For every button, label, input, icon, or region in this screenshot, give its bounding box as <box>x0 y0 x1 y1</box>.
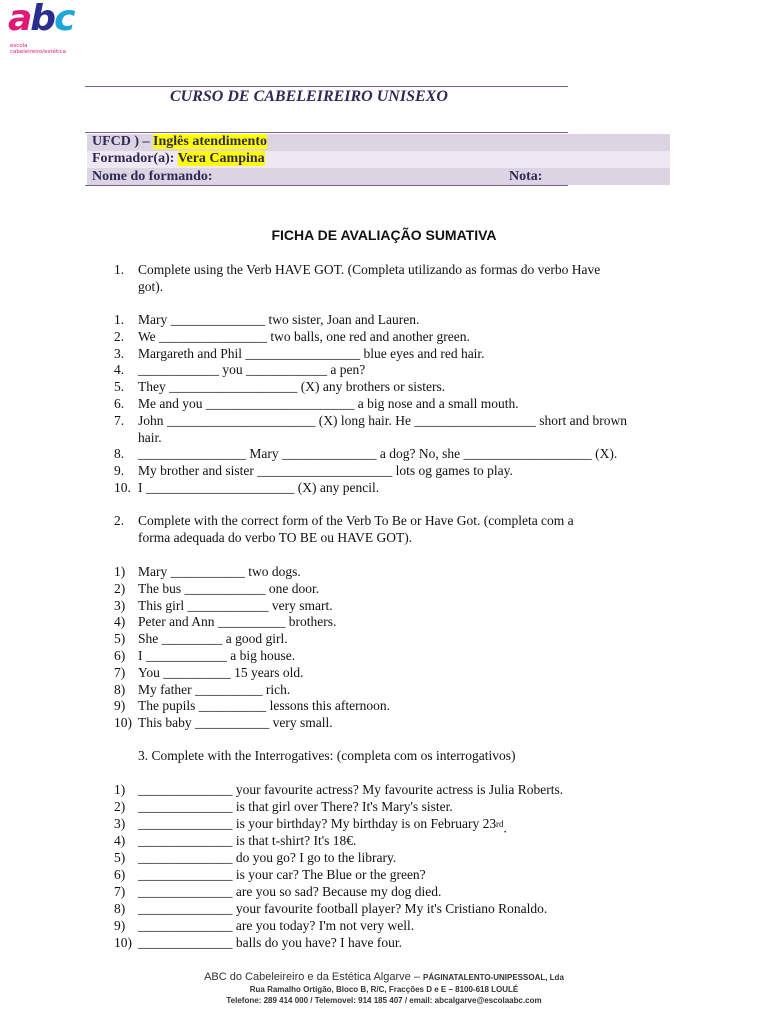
section1-number: 1. <box>114 262 125 277</box>
item-text: John ______________________ (X) long hair. He __________________ short and brown <box>138 412 627 428</box>
item-text: I ____________ a big house. <box>138 648 296 663</box>
item-text: Mary ______________ two sister, Joan and Lauren. <box>138 312 420 327</box>
item-suffix-punct: . <box>503 820 507 836</box>
item-number: 4. <box>114 362 125 378</box>
item-text: They ___________________ (X) any brothers or sisters. <box>138 379 446 395</box>
formador-row <box>92 151 265 167</box>
logo-letter-b: b <box>30 0 55 39</box>
footer-company-legal: PÁGINATALENTO-UNIPESSOAL, Lda <box>423 973 564 982</box>
school-logo <box>6 2 88 58</box>
footer-company <box>0 971 768 983</box>
item-number: 1. <box>114 312 125 327</box>
ordinal-superscript: rd <box>496 819 504 829</box>
header-bottom-rule <box>85 185 568 186</box>
section1-heading-line2: got). <box>138 279 164 294</box>
section1-heading-line1: Complete using the Verb HAVE GOT. (Completa utilizando as formas do verbo Have <box>138 262 601 277</box>
item-text: The bus ____________ one door. <box>138 580 320 596</box>
page-title: FICHA DE AVALIAÇÃO SUMATIVA <box>271 227 497 243</box>
item-text: ______________ your favourite football player? My it's Cristiano Ronaldo. <box>138 901 548 916</box>
item-text: This girl ____________ very smart. <box>138 597 333 613</box>
item-number: 5. <box>114 379 125 395</box>
item-number: 9) <box>114 918 126 933</box>
item-text: You __________ 15 years old. <box>138 664 304 680</box>
logo-letter-a: a <box>8 0 31 39</box>
item-text: She _________ a good girl. <box>138 631 288 647</box>
item-text: ____________ you ____________ a pen? <box>138 362 366 378</box>
item-text: ______________ do you go? I go to the library. <box>138 850 397 865</box>
footer-contacts: Telefone: 289 414 000 / Telemovel: 914 185 407 / email: abcalgarve@escolaabc.com <box>226 996 542 1005</box>
item-text: ______________ is that t-shirt? It's 18€. <box>138 833 357 848</box>
item-number: 7) <box>114 884 126 899</box>
ufcd-label: UFCD ) – <box>92 134 150 149</box>
item-text: ______________ are you so sad? Because my dog died. <box>138 884 442 899</box>
nome-label: Nome do formando: <box>92 169 213 184</box>
item-number: 6) <box>114 648 126 663</box>
item-suffix <box>496 816 507 837</box>
nota-label: Nota: <box>509 169 543 184</box>
item-number: 3. <box>114 345 125 361</box>
item-text: Me and you ______________________ a big nose and a small mouth. <box>138 396 519 411</box>
item-text: The pupils __________ lessons this afternoon. <box>138 698 390 714</box>
item-text: ______________ your favourite actress? My favourite actress is Julia Roberts. <box>138 782 564 797</box>
ufcd-row <box>92 134 267 150</box>
item-text: I ______________________ (X) any pencil. <box>138 480 380 495</box>
section2-number: 2. <box>114 513 125 528</box>
item-number: 2) <box>114 580 126 596</box>
logo-letters <box>8 0 73 39</box>
item-number: 5) <box>114 850 126 865</box>
item-number: 3) <box>114 816 126 831</box>
item-number: 4) <box>114 614 126 630</box>
header-top-rule <box>85 86 568 87</box>
item-text: Margareth and Phil _________________ blue eyes and red hair. <box>138 345 485 361</box>
item-text: My brother and sister ____________________ lots og games to play. <box>138 463 513 479</box>
item-number: 4) <box>114 833 126 848</box>
item-number: 10. <box>114 480 131 495</box>
section2-heading-line1: Complete with the correct form of the Verb To Be or Have Got. (completa com a <box>138 513 574 528</box>
logo-subtitle <box>10 43 66 55</box>
logo-subtitle-line2: cabeleireiro/estética <box>10 49 66 55</box>
item-number: 5) <box>114 631 126 647</box>
ufcd-value: Inglês atendimento <box>153 134 267 149</box>
logo-letter-c: c <box>54 0 74 39</box>
item-number: 9. <box>114 463 125 479</box>
item-number: 10) <box>114 935 132 950</box>
item-number: 1) <box>114 564 126 579</box>
section3-heading-text: 3. Complete with the Interrogatives: (completa com os interrogativos) <box>138 748 516 763</box>
item-number: 1) <box>114 782 126 797</box>
item-number: 10) <box>114 715 132 731</box>
course-title: CURSO DE CABELEIREIRO UNISEXO <box>170 88 448 105</box>
item-number: 7) <box>114 664 126 680</box>
formador-label: Formador(a): <box>92 151 175 166</box>
item-number: 7. <box>114 412 125 428</box>
item-number: 8) <box>114 681 126 697</box>
footer-address: Rua Ramalho Ortigão, Bloco B, R/C, Fracções D e E – 8100-618 LOULÉ <box>249 985 519 994</box>
item-number: 8) <box>114 901 126 916</box>
item-number: 2) <box>114 799 126 814</box>
header-middle-rule <box>85 132 568 133</box>
item-text: ______________ is your car? The Blue or the green? <box>138 867 426 882</box>
item-text: ______________ are you today? I'm not very well. <box>138 918 415 933</box>
item-text: Peter and Ann __________ brothers. <box>138 614 337 630</box>
item-number: 6. <box>114 396 125 411</box>
item-text: Mary ___________ two dogs. <box>138 564 301 579</box>
footer-company-name: ABC do Cabeleireiro e da Estética Algarve – <box>204 971 423 983</box>
item-number: 3) <box>114 597 126 613</box>
item-text: We ________________ two balls, one red and another green. <box>138 328 470 344</box>
item-number: 8. <box>114 446 125 462</box>
logo-subtitle-line1: escola <box>10 43 28 49</box>
item-text: hair. <box>138 429 162 445</box>
item-text: My father __________ rich. <box>138 681 291 697</box>
item-text: ________________ Mary ______________ a dog? No, she ___________________ (X). <box>138 446 618 462</box>
item-text: ______________ is your birthday? My birthday is on February 23 <box>138 816 497 831</box>
item-text: ______________ balls do you have? I have four. <box>138 935 402 950</box>
item-text: ______________ is that girl over There? It's Mary's sister. <box>138 799 453 814</box>
item-number: 9) <box>114 698 126 714</box>
formador-value: Vera Campina <box>177 151 265 166</box>
item-number: 6) <box>114 867 126 882</box>
section2-heading-line2: forma adequada do verbo TO BE ou HAVE GOT). <box>138 530 413 545</box>
item-number: 2. <box>114 328 125 344</box>
item-text: This baby ___________ very small. <box>138 715 333 731</box>
